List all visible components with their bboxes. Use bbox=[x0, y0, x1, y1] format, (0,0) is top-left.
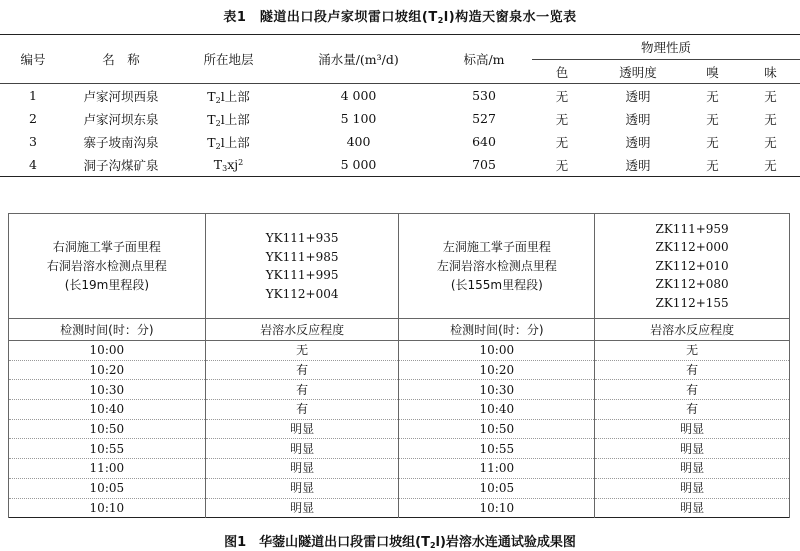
left-response-cell: 明显 bbox=[595, 498, 790, 518]
header-flow: 涌水量/(m³/d) bbox=[281, 35, 436, 84]
right-time-cell: 11:00 bbox=[9, 459, 206, 479]
right-col-time: 检测时间(时：分) bbox=[9, 319, 206, 341]
cell-id: 3 bbox=[29, 134, 37, 149]
right-time-cell: 10:55 bbox=[9, 439, 206, 459]
right-response-cell: 有 bbox=[205, 360, 399, 380]
left-col-response: 岩溶水反应程度 bbox=[595, 319, 790, 341]
cell-name: 寨子坡南沟泉 bbox=[83, 134, 159, 150]
cell-stratum: $T_2l$上部 bbox=[207, 88, 250, 105]
right-response-cell: 明显 bbox=[205, 478, 399, 498]
table1-title: 表1 隧道出口段卢家坝雷口坡组$(T_2l)$构造天窗泉水一览表 bbox=[223, 10, 577, 25]
cell-transparency: 透明 bbox=[625, 134, 651, 150]
table-row bbox=[0, 130, 800, 153]
left-time-cell: 10:20 bbox=[399, 360, 595, 380]
left-response-cell: 明显 bbox=[595, 419, 790, 439]
cell-color: 无 bbox=[555, 111, 569, 127]
left-response-cell: 有 bbox=[595, 380, 790, 400]
table-row bbox=[9, 380, 790, 400]
springs-table bbox=[0, 34, 800, 177]
table-row bbox=[9, 341, 790, 361]
cell-flow: 5 100 bbox=[340, 111, 377, 126]
table-row bbox=[9, 400, 790, 420]
left-response-cell: 明显 bbox=[595, 459, 790, 479]
right-time-cell: 10:00 bbox=[9, 341, 206, 361]
left-response-cell: 有 bbox=[595, 400, 790, 420]
cell-name: 卢家河坝东泉 bbox=[83, 111, 159, 127]
table-row bbox=[9, 459, 790, 479]
cell-stratum: $T_3xj^2$ bbox=[176, 153, 281, 177]
left-time-cell: 10:05 bbox=[399, 478, 595, 498]
right-time-cell: 10:30 bbox=[9, 380, 206, 400]
table-row bbox=[0, 107, 800, 130]
header-transparency: 透明度 bbox=[592, 60, 684, 84]
cell-color: 无 bbox=[555, 134, 569, 150]
cell-elevation: 705 bbox=[436, 153, 532, 177]
header-name: 名 称 bbox=[66, 35, 176, 84]
cell-smell: 无 bbox=[706, 111, 719, 127]
right-response-cell: 明显 bbox=[205, 459, 399, 479]
cell-taste: 无 bbox=[764, 111, 777, 127]
cell-elevation: 530 bbox=[472, 88, 496, 103]
left-col-time: 检测时间(时：分) bbox=[399, 319, 595, 341]
right-response-cell: 有 bbox=[205, 400, 399, 420]
left-time-cell: 10:10 bbox=[399, 498, 595, 518]
right-time-cell: 10:20 bbox=[9, 360, 206, 380]
header-color: 色 bbox=[532, 60, 592, 84]
left-time-cell: 10:50 bbox=[399, 419, 595, 439]
header-stratum: 所在地层 bbox=[176, 35, 281, 84]
cell-taste: 无 bbox=[764, 88, 777, 104]
cell-elevation: 527 bbox=[472, 111, 496, 126]
left-time-cell: 10:00 bbox=[399, 341, 595, 361]
figure-caption: 图1 华蓥山隧道出口段雷口坡组$(T_2l)$岩溶水连通试验成果图 bbox=[224, 535, 576, 550]
cell-smell: 无 bbox=[706, 88, 719, 104]
left-time-cell: 10:40 bbox=[399, 400, 595, 420]
cell-id: 2 bbox=[29, 111, 37, 126]
table-row bbox=[9, 439, 790, 459]
left-time-cell: 11:00 bbox=[399, 459, 595, 479]
right-time-cell: 10:50 bbox=[9, 419, 206, 439]
right-time-cell: 10:05 bbox=[9, 478, 206, 498]
cell-taste: 无 bbox=[741, 153, 800, 177]
left-response-cell: 明显 bbox=[595, 478, 790, 498]
cell-smell: 无 bbox=[684, 153, 741, 177]
karst-test-table bbox=[8, 213, 790, 518]
cell-stratum: $T_2l$上部 bbox=[207, 111, 250, 128]
left-response-cell: 有 bbox=[595, 360, 790, 380]
right-response-cell: 无 bbox=[205, 341, 399, 361]
cell-flow: 5 000 bbox=[281, 153, 436, 177]
table-row bbox=[0, 153, 800, 177]
cell-id: 1 bbox=[29, 88, 37, 103]
right-time-cell: 10:40 bbox=[9, 400, 206, 420]
left-tunnel-label: 左洞施工掌子面里程 左洞岩溶水检测点里程 (长155m里程段) bbox=[399, 214, 595, 319]
right-tunnel-points: YK111+935 YK111+985 YK111+995 YK112+004 bbox=[205, 214, 399, 319]
cell-name: 卢家河坝西泉 bbox=[83, 88, 159, 104]
cell-flow: 400 bbox=[346, 134, 371, 149]
cell-taste: 无 bbox=[764, 134, 777, 150]
table-row bbox=[0, 84, 800, 108]
cell-id: 4 bbox=[0, 153, 66, 177]
left-response-cell: 明显 bbox=[595, 439, 790, 459]
cell-name: 洞子沟煤矿泉 bbox=[66, 153, 176, 177]
cell-stratum: $T_2l$上部 bbox=[207, 134, 250, 151]
right-response-cell: 明显 bbox=[205, 498, 399, 518]
left-response-cell: 无 bbox=[595, 341, 790, 361]
table-row bbox=[9, 419, 790, 439]
cell-color: 无 bbox=[555, 88, 569, 104]
right-response-cell: 有 bbox=[205, 380, 399, 400]
cell-color: 无 bbox=[532, 153, 592, 177]
table-row bbox=[9, 478, 790, 498]
right-response-cell: 明显 bbox=[205, 439, 399, 459]
right-response-cell: 明显 bbox=[205, 419, 399, 439]
left-time-cell: 10:55 bbox=[399, 439, 595, 459]
cell-transparency: 透明 bbox=[625, 111, 651, 127]
header-physical: 物理性质 bbox=[532, 35, 800, 60]
right-time-cell: 10:10 bbox=[9, 498, 206, 518]
right-col-response: 岩溶水反应程度 bbox=[205, 319, 399, 341]
table-row bbox=[9, 360, 790, 380]
header-smell: 嗅 bbox=[684, 60, 741, 84]
header-taste: 味 bbox=[741, 60, 800, 84]
header-id: 编号 bbox=[0, 35, 66, 84]
cell-transparency: 透明 bbox=[625, 88, 651, 104]
left-tunnel-points: ZK111+959 ZK112+000 ZK112+010 ZK112+080 ZK112+155 bbox=[595, 214, 790, 319]
table-row bbox=[9, 498, 790, 518]
cell-flow: 4 000 bbox=[340, 88, 377, 103]
cell-smell: 无 bbox=[706, 134, 719, 150]
left-time-cell: 10:30 bbox=[399, 380, 595, 400]
header-elevation: 标高/m bbox=[436, 35, 532, 84]
cell-elevation: 640 bbox=[472, 134, 496, 149]
cell-transparency: 透明 bbox=[592, 153, 684, 177]
right-tunnel-label: 右洞施工掌子面里程 右洞岩溶水检测点里程 (长19m里程段) bbox=[9, 214, 206, 319]
